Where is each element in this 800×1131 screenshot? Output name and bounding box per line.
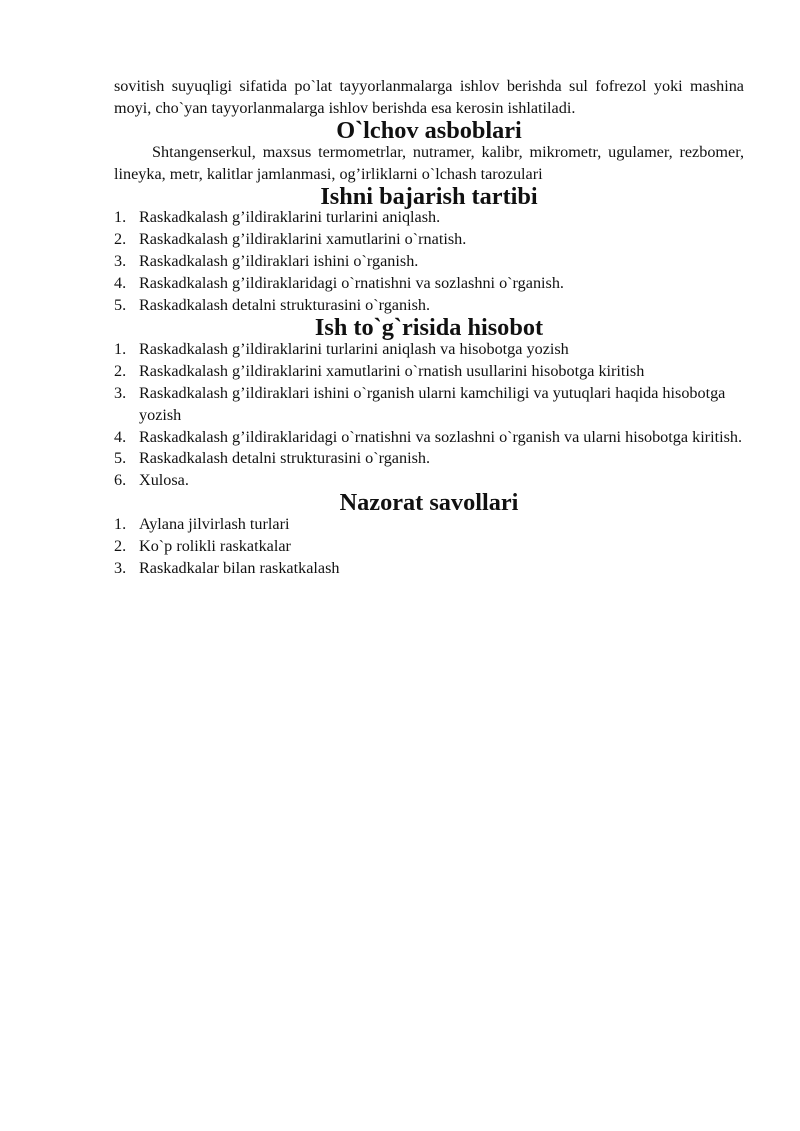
list-item — [114, 339, 744, 361]
list-item-text: Raskadkalash g’ildiraklarini turlarini aniqlash. — [139, 208, 441, 227]
list-item — [114, 514, 744, 536]
list-item-number: 5. — [114, 449, 127, 468]
list-item-number: 6. — [114, 471, 127, 490]
list-item-number: 4. — [114, 274, 127, 293]
list-item — [114, 273, 744, 295]
list-item-text: Raskadkalash g’ildiraklari ishini o`rganish ularni kamchiligi va yutuqlari haqida hisobotga yozish — [139, 383, 726, 424]
list-item-text: Raskadkalash g’ildiraklarini xamutlarini o`rnatish. — [139, 230, 467, 249]
list-item-number: 1. — [114, 515, 127, 534]
list-item — [114, 427, 744, 449]
list-item-text: Raskadkalash g’ildiraklarini xamutlarini o`rnatish usullarini hisobotga kiritish — [139, 361, 645, 380]
list-item-number: 1. — [114, 339, 127, 358]
list-item-text: Ko`p rolikli raskatkalar — [139, 537, 291, 556]
list-item-text: Raskadkalash g’ildiraklaridagi o`rnatishni va sozlashni o`rganish va ularni hisobotga kiritish. — [139, 427, 743, 446]
list-item-number: 4. — [114, 427, 127, 446]
list-item-text: Raskadkalash detalni strukturasini o`rganish. — [139, 296, 431, 315]
intro-paragraph: sovitish suyuqligi sifatida po`lat tayyorlanmalarga ishlov berishda sul fofrezol yoki mashina moyi, cho`yan tayyorlanmalarga ishlov berishda esa kerosin ishlatiladi. — [114, 77, 744, 117]
instruments-paragraph: Shtangenserkul, maxsus termometrlar, nutramer, kalibr, mikrometr, ugulamer, rezbomer, lineyka, metr, kalitlar jamlanmasi, og’irliklarni o`lchash tarozulari — [114, 142, 744, 183]
procedure-list — [114, 207, 744, 317]
questions-list — [114, 514, 744, 580]
list-item-text: Raskadkalash g’ildiraklari ishini o`rganish. — [139, 252, 419, 271]
report-heading: Ish to`g`risida hisobot — [314, 313, 544, 341]
procedure-heading: Ishni bajarish tartibi — [320, 182, 538, 210]
list-item-text: Raskadkalar bilan raskatkalash — [139, 558, 340, 577]
instruments-heading: O`lchov asboblari — [336, 116, 522, 144]
list-item-number: 3. — [114, 558, 127, 577]
list-item-number: 1. — [114, 208, 127, 227]
list-item-number: 2. — [114, 230, 127, 249]
list-item-text: Aylana jilvirlash turlari — [139, 515, 290, 534]
list-item-number: 2. — [114, 537, 127, 556]
list-item — [114, 558, 744, 580]
list-item — [114, 207, 744, 229]
list-item — [114, 295, 744, 317]
list-item — [114, 470, 744, 492]
list-item-number: 3. — [114, 252, 127, 271]
list-item-text: Xulosa. — [139, 471, 189, 490]
list-item-number: 2. — [114, 361, 127, 380]
list-item — [114, 383, 744, 427]
list-item-text: Raskadkalash g’ildiraklaridagi o`rnatishni va sozlashni o`rganish. — [139, 274, 564, 293]
questions-heading: Nazorat savollari — [339, 489, 519, 517]
list-item-number: 3. — [114, 383, 127, 402]
list-item-number: 5. — [114, 296, 127, 315]
list-item-text: Raskadkalash g’ildiraklarini turlarini aniqlash va hisobotga yozish — [139, 339, 569, 358]
document-page — [114, 76, 744, 580]
list-item — [114, 536, 744, 558]
list-item — [114, 251, 744, 273]
list-item — [114, 361, 744, 383]
list-item — [114, 448, 744, 470]
report-list — [114, 339, 744, 492]
list-item-text: Raskadkalash detalni strukturasini o`rganish. — [139, 449, 431, 468]
list-item — [114, 229, 744, 251]
